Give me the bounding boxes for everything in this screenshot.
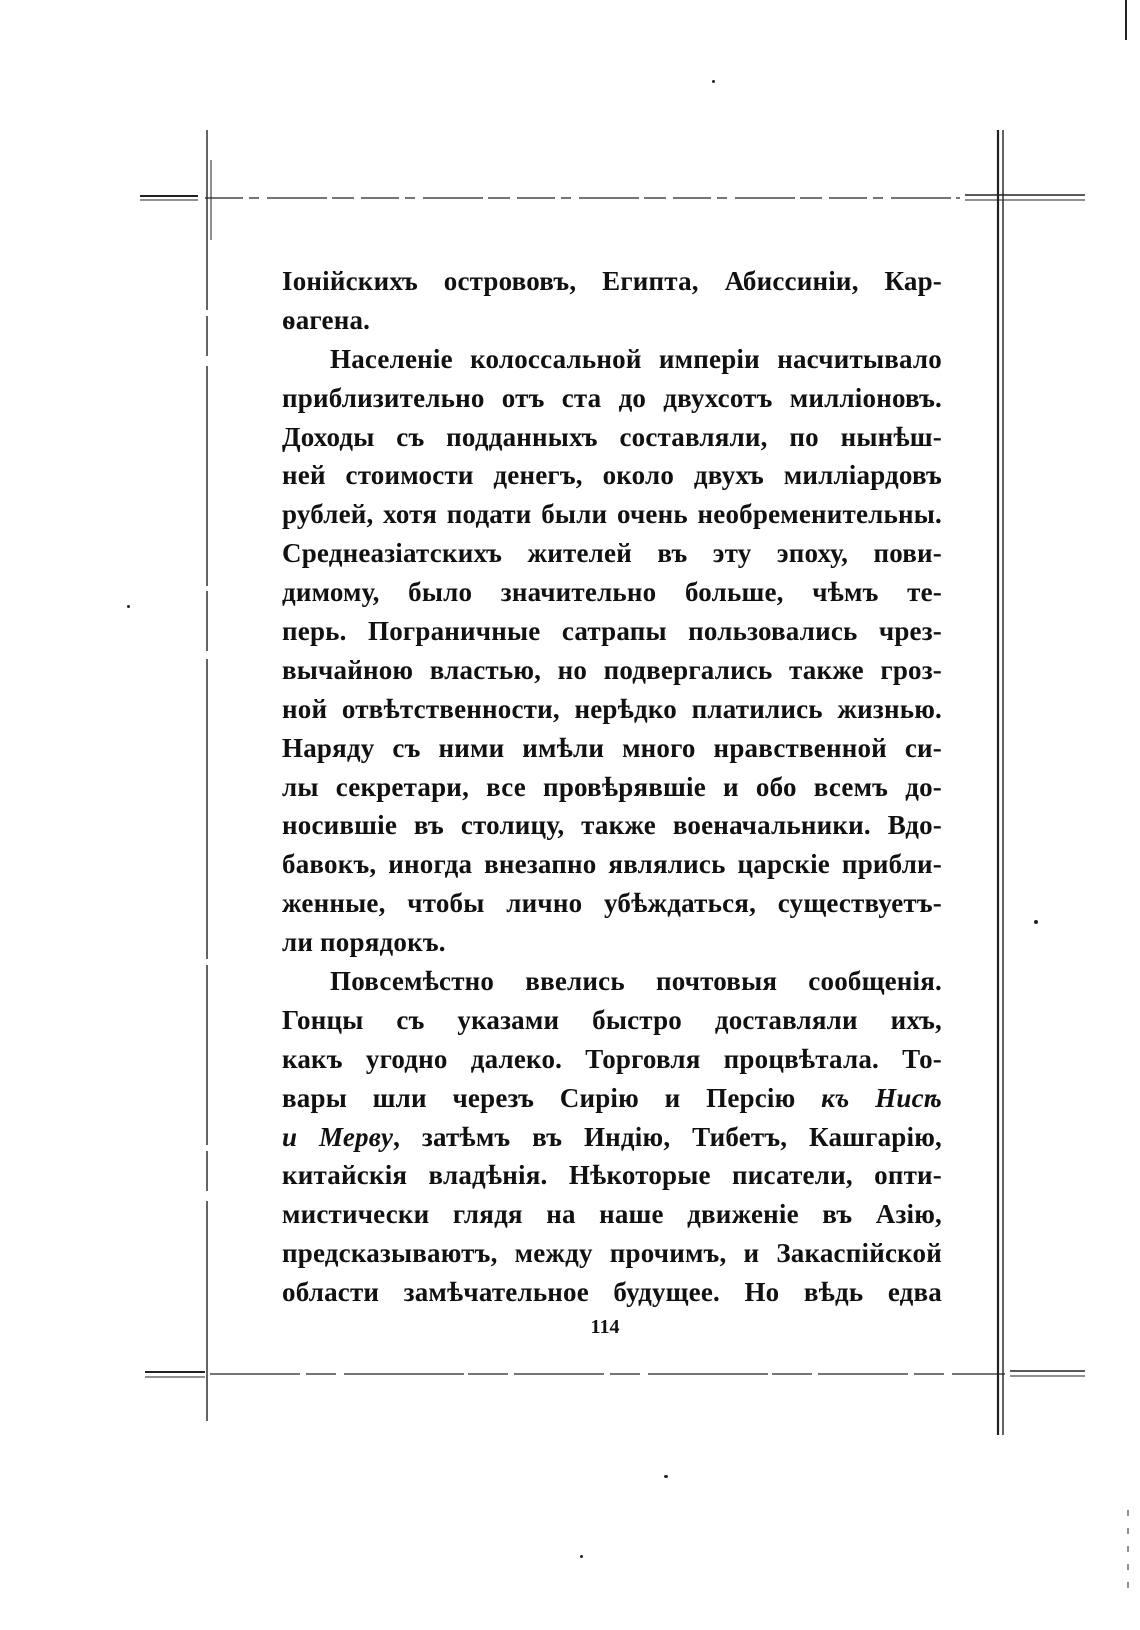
text-span: , затѣмъ въ Индію, Тибетъ, Кашгарію, (393, 1121, 943, 1152)
italic-place-name: къ Нисѣ (821, 1082, 942, 1113)
italic-place-name: и Мерву (282, 1121, 394, 1152)
text-line: носившіе въ столицу, также военачальники. Вдо- (282, 810, 942, 841)
text-line: Доходы съ подданныхъ составляли, по нынѣш- (282, 421, 942, 452)
text-line: Гонцы съ указами быстро доставляли ихъ, (282, 1004, 942, 1035)
text-line: приблизительно отъ ста до двухсотъ милліоновъ. (282, 382, 942, 413)
text-line: мистически глядя на наше движеніе въ Азію, (282, 1199, 942, 1230)
text-line: предсказываютъ, между прочимъ, и Закаспійской (282, 1238, 942, 1269)
text-line: перь. Пограничные сатрапы пользовались чрез- (282, 616, 942, 647)
text-line: ѳагена. (282, 304, 371, 335)
text-line: бавокъ, иногда внезапно являлись царскіе прибли- (282, 849, 942, 880)
text-span: вары шли черезъ Сирію и Персію (282, 1082, 822, 1113)
text-line: ней стоимости денегъ, около двухъ милліардовъ (282, 460, 942, 491)
ink-speck (664, 1475, 668, 1478)
text-line: области замѣчательное будущее. Но вѣдь едва (282, 1277, 942, 1308)
paragraph-2 (282, 340, 942, 962)
text-line: Населеніе колоссальной имперіи насчитывало (330, 343, 942, 374)
text-line: китайскія владѣнія. Нѣкоторые писатели, опти- (282, 1160, 942, 1191)
ink-speck (1034, 920, 1038, 924)
paragraph-3 (282, 962, 942, 1312)
text-line: Наряду съ ними имѣли много нравственной си- (282, 732, 942, 763)
page-number: 114 (590, 1316, 620, 1338)
text-line: ли порядокъ. (282, 927, 446, 958)
ink-speck (580, 1555, 583, 1558)
text-line: Іонійскихъ острововъ, Египта, Абиссиніи, Кар- (282, 266, 942, 296)
text-line: Среднеазіатскихъ жителей въ эту эпоху, пови- (282, 538, 942, 569)
text-line-with-italic (282, 1118, 942, 1157)
paragraph-1 (282, 262, 942, 340)
text-line: рублей, хотя подати были очень необременительны. (282, 499, 942, 530)
text-line: женные, чтобы лично убѣждаться, существуетъ- (282, 888, 942, 919)
text-line: какъ угодно далеко. Торговля процвѣтала. То- (282, 1043, 942, 1074)
text-line: ной отвѣтственности, нерѣдко платились жизнью. (282, 693, 942, 724)
ink-speck (712, 80, 715, 83)
text-line-with-italic (282, 1079, 942, 1118)
text-line: лы секретари, все провѣрявшіе и обо всемъ до- (282, 771, 942, 802)
text-line: Повсемѣстно ввелись почтовыя сообщенія. (330, 966, 942, 997)
text-line: вычайною властью, но подвергались также гроз- (282, 654, 942, 685)
page-body-text (282, 262, 942, 1312)
text-line: димому, было значительно больше, чѣмъ те- (282, 577, 942, 608)
ink-speck (127, 605, 130, 608)
